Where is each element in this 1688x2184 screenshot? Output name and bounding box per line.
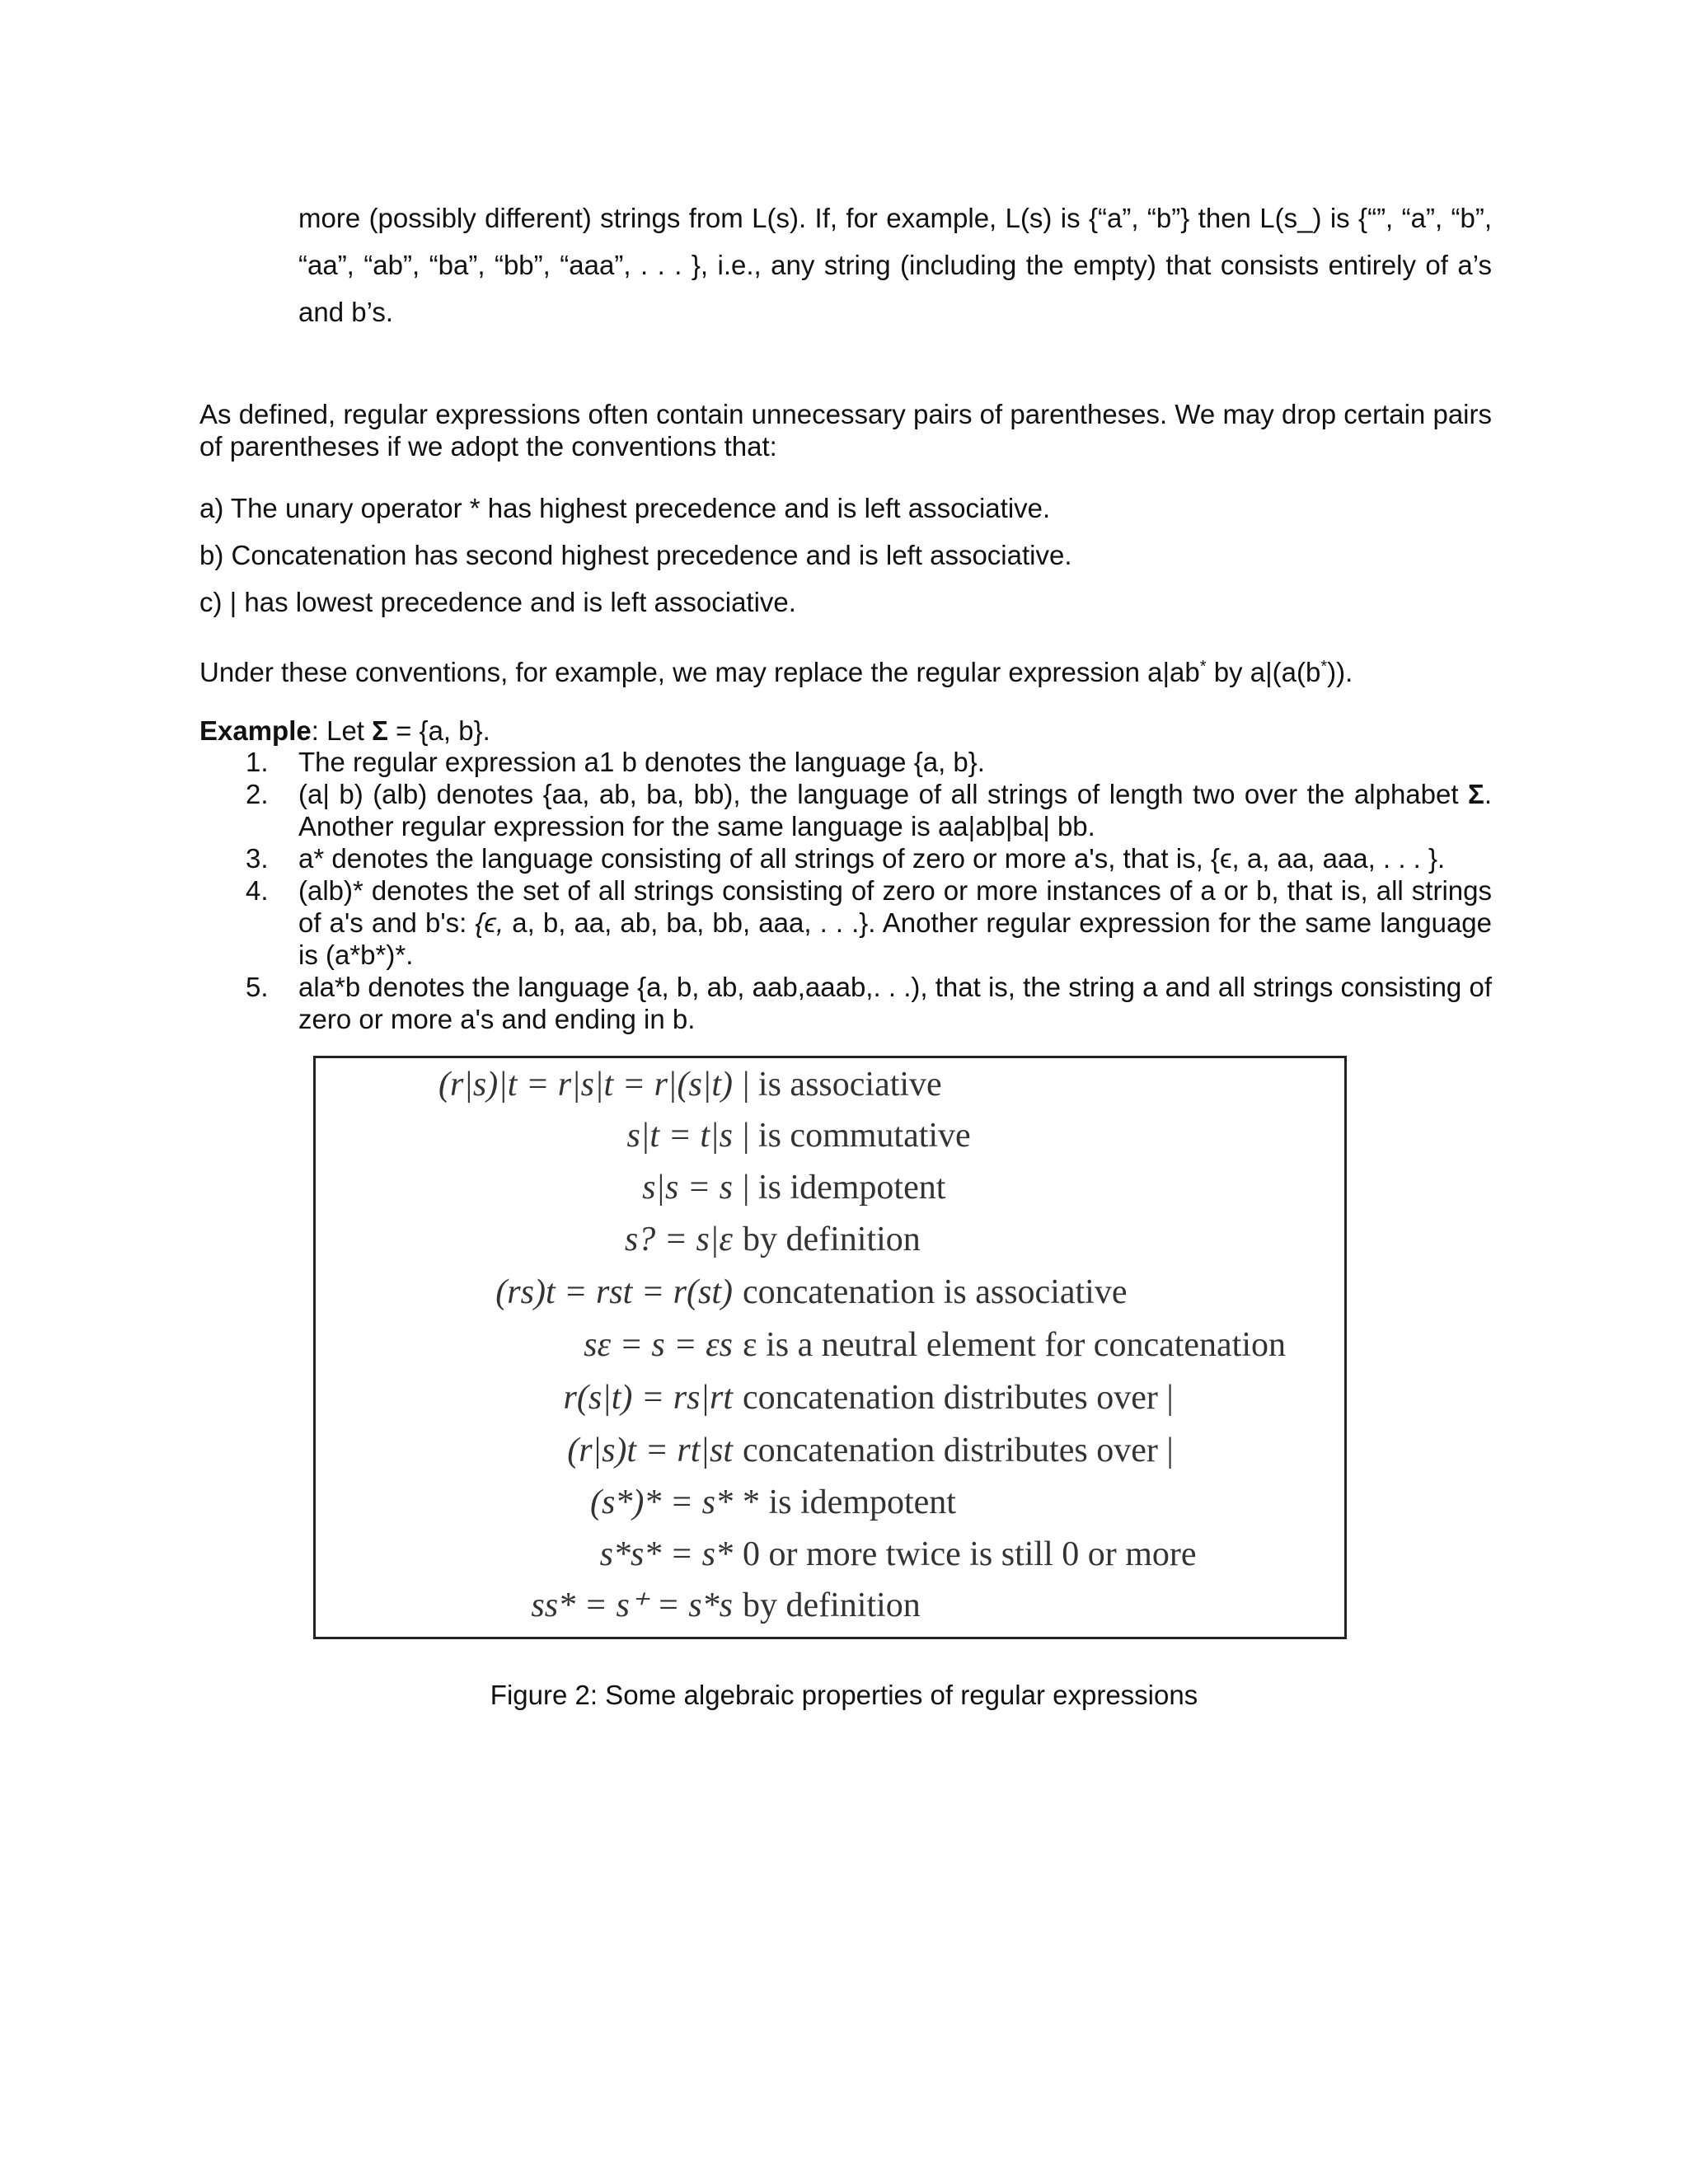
under-part2: by a|(a(b — [1206, 657, 1321, 687]
figure-row — [316, 1111, 1344, 1160]
example-sigma: Σ — [372, 715, 388, 746]
example-label: Example — [199, 715, 312, 746]
figure-row-description: concatenation distributes over | — [743, 1379, 1174, 1417]
list-item-text-continued: a, b, aa, ab, ba, bb, aaa, . . .}. Another regular expression for the same language is (a*b*)*. — [298, 907, 1493, 970]
list-item — [199, 842, 1492, 874]
under-sup2: * — [1320, 658, 1328, 676]
figure-row-description: concatenation distributes over | — [743, 1432, 1174, 1469]
list-item-epsilon: {ϵ, — [475, 907, 504, 938]
figure-row-identity: r(s|t) = rs|rt — [563, 1379, 733, 1417]
figure-row-identity: sε = s = εs — [584, 1326, 733, 1364]
example-intro-before-sigma: : Let — [311, 715, 373, 746]
list-item — [199, 971, 1492, 1035]
figure-row — [316, 1320, 1344, 1370]
figure-row-identity: s|s = s — [642, 1169, 733, 1207]
figure-row — [316, 1581, 1344, 1630]
figure-row-description: ε is a neutral element for concatenation — [743, 1326, 1287, 1364]
intro-paragraph: more (possibly different) strings from L(s). If, for example, L(s) is {“a”, “b”} then L(s_) is {“”, “a”, “b”, “aa”, “ab”, “ba”, “bb”, “aaa”, . . . }, i.e., any string (including the empty) that consists entirely of a’s and b’s. — [298, 203, 1492, 327]
figure-row-description: | is commutative — [743, 1117, 971, 1155]
figure-row-description: by definition — [743, 1221, 921, 1258]
convention-b: b) Concatenation has second highest precedence and is left associative. — [199, 540, 1072, 570]
figure-row-description: by definition — [743, 1586, 921, 1624]
figure-row — [316, 1268, 1344, 1317]
list-item-text: (alb)* denotes the set of all strings consisting of zero or more instances of a or b, that is, all strings of a's and b's: — [298, 875, 1492, 938]
figure-row-description: concatenation is associative — [743, 1273, 1128, 1311]
figure-row — [316, 1530, 1344, 1579]
figure-row-identity: s*s* = s* — [599, 1535, 733, 1573]
figure-row-identity: s|t = t|s — [626, 1117, 733, 1155]
figure-row-identity: (r|s)t = rt|st — [567, 1432, 733, 1469]
figure-row-description: | is idempotent — [743, 1169, 946, 1207]
figure-row — [316, 1060, 1344, 1109]
conventions-example-sentence — [199, 656, 1353, 689]
list-item-number: 5. — [246, 972, 269, 1002]
list-item-number: 3. — [246, 843, 269, 874]
list-item — [199, 778, 1492, 842]
figure-row-description: 0 or more twice is still 0 or more — [743, 1535, 1197, 1573]
figure-row-identity: (rs)t = rst = r(st) — [495, 1273, 733, 1311]
list-item-sigma: Σ — [1468, 779, 1484, 809]
under-part3: )). — [1327, 657, 1353, 687]
example-intro-after-sigma: = {a, b}. — [387, 715, 490, 746]
figure-row-identity: (s*)* = s* — [589, 1483, 733, 1521]
figure-row-identity: ss* = s⁺ = s*s — [531, 1586, 733, 1624]
list-item-text: The regular expression a1 b denotes the language {a, b}. — [298, 747, 985, 777]
list-item-number: 2. — [246, 779, 269, 809]
figure-row — [316, 1426, 1344, 1475]
conventions-intro-paragraph: As defined, regular expressions often contain unnecessary pairs of parentheses. We may drop certain pairs of parentheses if we adopt the conventions that: — [199, 399, 1492, 462]
figure-row-description: | is associative — [743, 1066, 942, 1104]
figure-row-description: * is idempotent — [743, 1483, 956, 1521]
example-heading — [199, 715, 490, 748]
list-item-text: a* denotes the language consisting of all strings of zero or more a's, that is, {ϵ, a, aa, aaa, . . . }. — [298, 843, 1446, 874]
figure-caption: Figure 2: Some algebraic properties of regular expressions — [490, 1680, 1198, 1710]
list-item-number: 1. — [246, 747, 269, 777]
example-list — [199, 746, 1492, 1035]
algebraic-properties-figure — [313, 1056, 1347, 1639]
figure-row — [316, 1373, 1344, 1422]
convention-a: a) The unary operator * has highest precedence and is left associative. — [199, 493, 1051, 523]
under-sup1: * — [1199, 658, 1207, 676]
list-item-text-continued: . Another regular expression for the same language is aa|ab|ba| bb. — [298, 779, 1492, 841]
figure-row-identity: (r|s)|t = r|s|t = r|(s|t) — [438, 1066, 733, 1104]
list-item — [199, 746, 1492, 778]
list-item-text: (a| b) (alb) denotes {aa, ab, ba, bb), the language of all strings of length two over the alphabet — [298, 779, 1469, 809]
convention-c: c) | has lowest precedence and is left associative. — [199, 587, 796, 617]
figure-row — [316, 1163, 1344, 1212]
figure-row — [316, 1215, 1344, 1264]
list-item — [199, 874, 1492, 971]
list-item-number: 4. — [246, 875, 269, 906]
under-part1: Under these conventions, for example, we may replace the regular expression a|ab — [199, 657, 1200, 687]
figure-row-identity: s? = s|ε — [624, 1221, 733, 1258]
list-item-text: ala*b denotes the language {a, b, ab, aab,aaab,. . .), that is, the string a and all strings consisting of zero or more a's and ending in b. — [298, 972, 1492, 1034]
figure-row — [316, 1478, 1344, 1527]
